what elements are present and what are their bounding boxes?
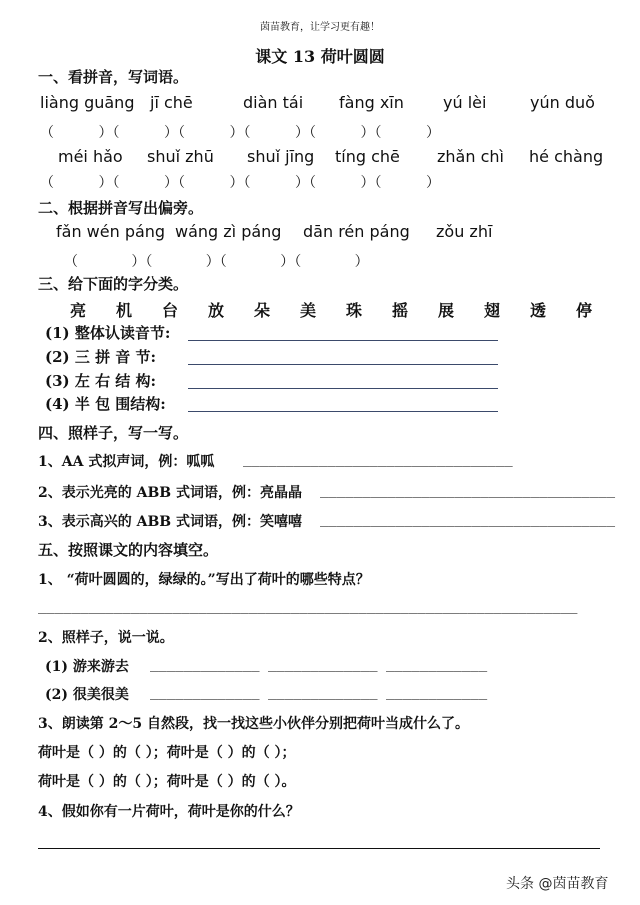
pinyin-9: shuǐ jīng	[247, 147, 315, 166]
char-6: 美	[300, 301, 317, 320]
char-11: 透	[530, 301, 547, 320]
radical-pinyin-2: wáng zì páng	[175, 222, 282, 241]
char-8: 摇	[392, 301, 409, 320]
q4-1-blank[interactable]: ________________________________	[243, 451, 513, 467]
section-4-heading: 四、照样子，写一写。	[38, 424, 189, 442]
pinyin-2: jī chē	[150, 93, 193, 112]
q5-3-fill-1[interactable]: 荷叶是（ ）的（ ）；荷叶是（ ）的（ ）；	[38, 745, 296, 761]
q5-2b-blank[interactable]: _____________ _____________ ____________	[150, 684, 488, 700]
page-title: 课文 13 荷叶圆圆	[255, 47, 385, 66]
pinyin-10: tíng chē	[335, 147, 400, 166]
char-2: 机	[116, 301, 133, 320]
pinyin-4: fàng xīn	[339, 93, 404, 112]
section-3-heading: 三、给下面的字分类。	[38, 275, 189, 293]
q5-1-blank[interactable]: ________________________________________________________________	[38, 598, 578, 614]
category-3-label: (3) 左 右 结 构:	[45, 372, 157, 390]
pinyin-1: liàng guāng	[40, 93, 135, 112]
category-2-label: (2) 三 拼 音 节:	[45, 348, 157, 366]
radical-pinyin-1: fǎn wén páng	[56, 222, 166, 241]
pinyin-3: diàn tái	[243, 93, 304, 112]
pinyin-11: zhǎn chì	[437, 147, 504, 166]
pinyin-5: yú lèi	[443, 93, 487, 112]
q5-2b-text: (2) 很美很美	[45, 687, 129, 703]
q5-2a-text: (1) 游来游去	[45, 659, 129, 675]
q5-4-text: 4、假如你有一片荷叶，荷叶是你的什么？	[38, 804, 300, 820]
char-1: 亮	[70, 301, 87, 320]
category-1-line[interactable]	[188, 340, 498, 341]
blank-row-2[interactable]: （ ）（ ）（ ）（ ）（ ）（ ）	[40, 175, 441, 191]
pinyin-12: hé chàng	[529, 147, 604, 166]
char-5: 朵	[254, 301, 271, 320]
section-1-heading: 一、看拼音，写词语。	[38, 68, 189, 86]
category-1-label: (1) 整体认读音节:	[45, 324, 171, 342]
char-9: 展	[438, 301, 455, 320]
section-2-heading: 二、根据拼音写出偏旁。	[38, 199, 204, 217]
q5-4-answer-line[interactable]	[38, 848, 600, 849]
char-10: 翅	[484, 301, 501, 320]
q5-1-text: 1、 “荷叶圆圆的，绿绿的。”写出了荷叶的哪些特点？	[38, 572, 370, 588]
pinyin-6: yún duǒ	[530, 93, 595, 112]
header-tagline: 茵苗教育，让学习更有趣！	[260, 22, 380, 33]
category-4-label: (4) 半 包 围结构:	[45, 395, 166, 413]
pinyin-8: shuǐ zhū	[147, 147, 214, 166]
pinyin-7: méi hǎo	[58, 147, 123, 166]
blank-row-1[interactable]: （ ）（ ）（ ）（ ）（ ）（ ）	[40, 125, 441, 141]
watermark: 头条 @茵苗教育	[506, 876, 609, 892]
char-3: 台	[162, 301, 179, 320]
char-4: 放	[208, 301, 225, 320]
char-12: 停	[576, 301, 593, 320]
q4-1-text: 1、AA 式拟声词，例：呱呱	[38, 454, 215, 470]
category-4-line[interactable]	[188, 411, 498, 412]
category-3-line[interactable]	[188, 388, 498, 389]
q5-3-fill-2[interactable]: 荷叶是（ ）的（ ）；荷叶是（ ）的（ ）。	[38, 774, 296, 790]
character-list	[70, 298, 622, 321]
char-7: 珠	[346, 301, 363, 320]
q5-2a-blank[interactable]: _____________ _____________ ____________	[150, 656, 488, 672]
category-2-line[interactable]	[188, 364, 498, 365]
q4-3-text: 3、表示高兴的 ABB 式词语，例：笑嘻嘻	[38, 514, 303, 530]
radical-pinyin-4: zǒu zhī	[436, 222, 493, 241]
q4-2-text: 2、表示光亮的 ABB 式词语，例：亮晶晶	[38, 485, 303, 501]
q4-3-blank[interactable]: ___________________________________	[320, 511, 616, 527]
q5-2-text: 2、照样子，说一说。	[38, 630, 174, 646]
q4-2-blank[interactable]: ___________________________________	[320, 482, 616, 498]
blank-row-3[interactable]: （ ）（ ）（ ）（ ）	[64, 254, 369, 270]
section-5-heading: 五、按照课文的内容填空。	[38, 541, 219, 559]
radical-pinyin-3: dān rén páng	[303, 222, 410, 241]
q5-3-text: 3、朗读第 2～5 自然段，找一找这些小伙伴分别把荷叶当成什么了。	[38, 716, 469, 732]
